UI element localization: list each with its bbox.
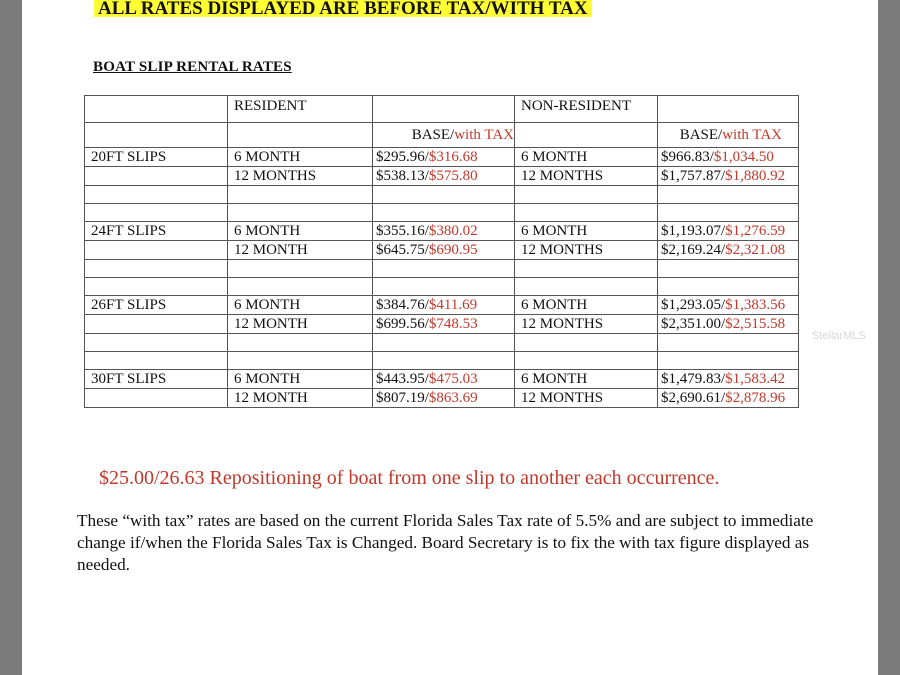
spacer-cell <box>228 334 373 352</box>
with-tax-label: with TAX <box>454 126 514 143</box>
section-title: BOAT SLIP RENTAL RATES <box>93 59 292 75</box>
with-tax-price: $1,880.92 <box>725 167 786 184</box>
spacer-cell <box>515 186 658 204</box>
resident-header: RESIDENT <box>228 96 373 123</box>
spacer-cell <box>515 352 658 370</box>
spacer-cell <box>85 352 228 370</box>
with-tax-price: $1,276.59 <box>725 222 786 239</box>
base-price: $1,293.05/ <box>661 296 726 313</box>
nonresident-term: 12 MONTHS <box>515 241 658 260</box>
with-tax-price: $1,383.56 <box>725 296 786 313</box>
nonresident-price <box>658 222 799 241</box>
with-tax-price: $690.95 <box>428 241 478 258</box>
rate-row <box>85 241 799 260</box>
resident-term: 12 MONTH <box>228 241 373 260</box>
base-price: $1,479.83/ <box>661 370 726 387</box>
nonresident-term: 6 MONTH <box>515 222 658 241</box>
spacer-cell <box>515 334 658 352</box>
resident-price <box>373 370 515 389</box>
spacer-cell <box>228 204 373 222</box>
base-label: BASE/ <box>679 126 723 143</box>
resident-term: 6 MONTH <box>228 370 373 389</box>
spacer-cell <box>658 352 799 370</box>
nonresident-term: 12 MONTHS <box>515 167 658 186</box>
document-page <box>22 0 878 675</box>
with-tax-price: $1,583.42 <box>725 370 786 387</box>
header-blank <box>515 123 658 148</box>
spacer-row <box>85 186 799 204</box>
rate-row <box>85 167 799 186</box>
spacer-cell <box>373 186 515 204</box>
slip-size-label: 30FT SLIPS <box>85 370 228 389</box>
header-row <box>85 96 799 123</box>
rates-table-body <box>85 96 799 408</box>
rates-table <box>84 95 799 408</box>
resident-term: 12 MONTHS <box>228 167 373 186</box>
resident-price <box>373 167 515 186</box>
nonresident-term: 12 MONTHS <box>515 389 658 408</box>
spacer-cell <box>658 204 799 222</box>
spacer-cell <box>85 334 228 352</box>
spacer-row <box>85 278 799 296</box>
resident-base-tax-header <box>373 123 515 148</box>
base-price: $2,690.61/ <box>661 389 726 406</box>
spacer-cell <box>515 278 658 296</box>
nonresident-base-tax-header <box>658 123 799 148</box>
base-price: $966.83/ <box>661 148 714 165</box>
spacer-cell <box>658 278 799 296</box>
watermark-text: StellarMLS <box>812 330 866 342</box>
rate-row <box>85 296 799 315</box>
nonresident-header: NON-RESIDENT <box>515 96 658 123</box>
spacer-row <box>85 260 799 278</box>
nonresident-term: 6 MONTH <box>515 148 658 167</box>
spacer-cell <box>658 260 799 278</box>
subheader-row <box>85 123 799 148</box>
base-price: $699.56/ <box>376 315 429 332</box>
rate-row <box>85 389 799 408</box>
header-blank <box>228 123 373 148</box>
nonresident-price <box>658 296 799 315</box>
resident-term: 12 MONTH <box>228 389 373 408</box>
spacer-cell <box>373 278 515 296</box>
resident-price <box>373 315 515 334</box>
header-blank <box>85 123 228 148</box>
base-price: $645.75/ <box>376 241 429 258</box>
spacer-row <box>85 204 799 222</box>
with-tax-price: $1,034.50 <box>713 148 774 165</box>
nonresident-term: 6 MONTH <box>515 370 658 389</box>
rate-row <box>85 370 799 389</box>
nonresident-term: 6 MONTH <box>515 296 658 315</box>
base-price: $2,169.24/ <box>661 241 726 258</box>
spacer-cell <box>228 278 373 296</box>
spacer-row <box>85 352 799 370</box>
spacer-cell <box>658 186 799 204</box>
spacer-cell <box>85 260 228 278</box>
spacer-cell <box>658 334 799 352</box>
spacer-row <box>85 334 799 352</box>
slip-size-label: 20FT SLIPS <box>85 148 228 167</box>
resident-price <box>373 389 515 408</box>
spacer-cell <box>373 352 515 370</box>
base-label: BASE/ <box>411 126 455 143</box>
resident-price <box>373 241 515 260</box>
nonresident-term: 12 MONTHS <box>515 315 658 334</box>
slip-size-blank <box>85 241 228 260</box>
slip-size-label: 24FT SLIPS <box>85 222 228 241</box>
spacer-cell <box>85 204 228 222</box>
with-tax-price: $2,878.96 <box>725 389 786 406</box>
nonresident-price <box>658 167 799 186</box>
with-tax-price: $863.69 <box>428 389 478 406</box>
slip-size-blank <box>85 315 228 334</box>
header-blank <box>85 96 228 123</box>
spacer-cell <box>85 186 228 204</box>
tax-note: These “with tax” rates are based on the current Florida Sales Tax rate of 5.5% and are subject to immediate change if/when the Florida Sales Tax is Changed. Board Secretary is to fix the with tax figure displayed as needed. <box>77 511 814 574</box>
with-tax-price: $316.68 <box>428 148 478 165</box>
base-price: $443.95/ <box>376 370 429 387</box>
base-price: $807.19/ <box>376 389 429 406</box>
slip-size-label: 26FT SLIPS <box>85 296 228 315</box>
with-tax-price: $748.53 <box>428 315 478 332</box>
spacer-cell <box>228 352 373 370</box>
base-price: $2,351.00/ <box>661 315 726 332</box>
nonresident-price <box>658 389 799 408</box>
base-price: $538.13/ <box>376 167 429 184</box>
base-price: $384.76/ <box>376 296 429 313</box>
spacer-cell <box>373 204 515 222</box>
rate-row <box>85 222 799 241</box>
resident-price <box>373 148 515 167</box>
rate-row <box>85 148 799 167</box>
slip-size-blank <box>85 167 228 186</box>
nonresident-price <box>658 148 799 167</box>
nonresident-price <box>658 315 799 334</box>
resident-price <box>373 222 515 241</box>
resident-term: 6 MONTH <box>228 296 373 315</box>
base-price: $295.96/ <box>376 148 429 165</box>
resident-term: 6 MONTH <box>228 148 373 167</box>
resident-term: 12 MONTH <box>228 315 373 334</box>
spacer-cell <box>515 260 658 278</box>
spacer-cell <box>373 334 515 352</box>
with-tax-price: $2,515.58 <box>725 315 786 332</box>
spacer-cell <box>373 260 515 278</box>
slip-size-blank <box>85 389 228 408</box>
resident-term: 6 MONTH <box>228 222 373 241</box>
base-price: $1,757.87/ <box>661 167 726 184</box>
spacer-cell <box>228 186 373 204</box>
base-price: $1,193.07/ <box>661 222 726 239</box>
with-tax-price: $575.80 <box>428 167 478 184</box>
with-tax-price: $411.69 <box>428 296 478 313</box>
with-tax-price: $475.03 <box>428 370 478 387</box>
tax-banner: ALL RATES DISPLAYED ARE BEFORE TAX/WITH TAX <box>94 0 592 17</box>
header-blank <box>658 96 799 123</box>
spacer-cell <box>228 260 373 278</box>
header-blank <box>373 96 515 123</box>
repositioning-fee: $25.00/26.63 Repositioning of boat from one slip to another each occurrence. <box>99 467 720 489</box>
base-price: $355.16/ <box>376 222 429 239</box>
spacer-cell <box>85 278 228 296</box>
nonresident-price <box>658 241 799 260</box>
with-tax-price: $380.02 <box>428 222 478 239</box>
nonresident-price <box>658 370 799 389</box>
with-tax-price: $2,321.08 <box>725 241 786 258</box>
with-tax-label: with TAX <box>722 126 782 143</box>
rate-row <box>85 315 799 334</box>
resident-price <box>373 296 515 315</box>
spacer-cell <box>515 204 658 222</box>
